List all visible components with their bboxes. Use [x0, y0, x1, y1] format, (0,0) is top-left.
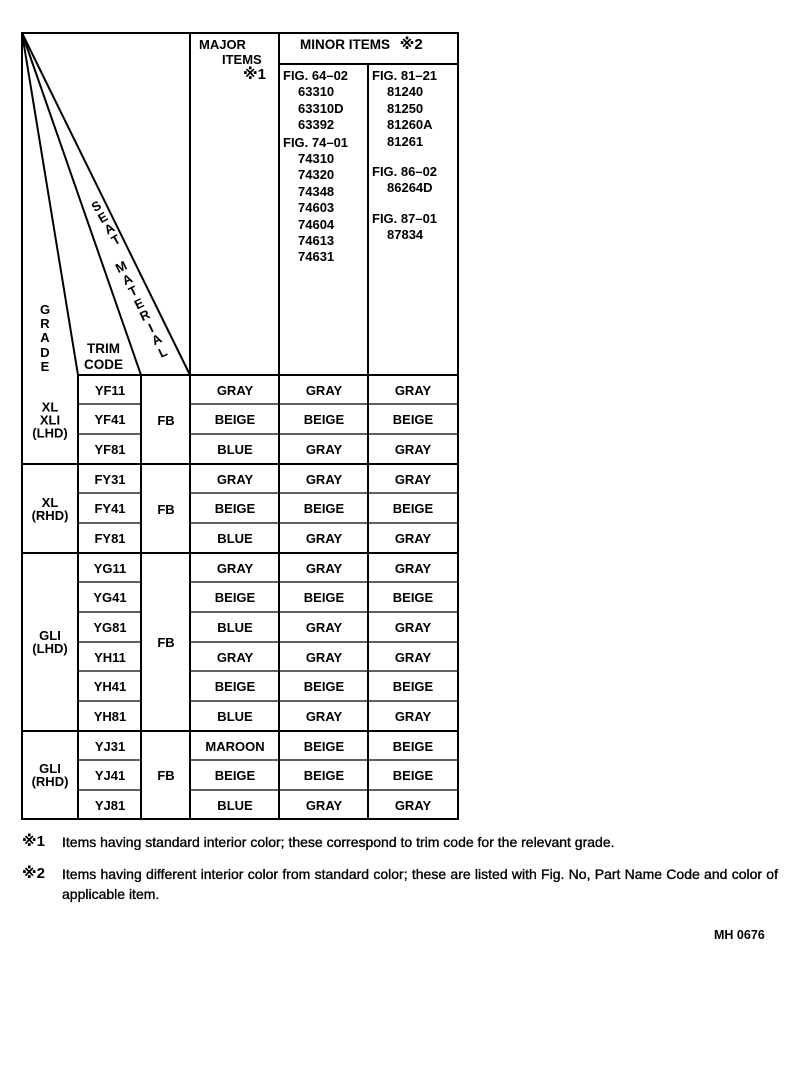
minor-items-col2-partlist — [372, 68, 437, 244]
fig-number: FIG. 74–01 — [283, 134, 349, 150]
minor-items-header — [300, 37, 423, 52]
footnote-1-mark: ※1 — [22, 833, 45, 850]
major-items-line1: MAJOR — [199, 37, 246, 52]
trim-code-cell: YF81 — [94, 442, 126, 457]
part-code: 81240 — [387, 84, 424, 100]
part-code: 86264D — [387, 180, 433, 196]
major-color-cell: BEIGE — [214, 590, 256, 605]
minor1-color-cell: GRAY — [305, 531, 343, 546]
minor2-color-cell: GRAY — [394, 560, 432, 576]
minor1-color-cell: BEIGE — [303, 590, 345, 605]
trim-code-line1: TRIM — [87, 341, 120, 356]
minor2-color-cell: GRAY — [394, 471, 432, 487]
footnote-1 — [22, 832, 782, 852]
seat-material-cell: FB — [157, 501, 175, 517]
minor1-color-cell: GRAY — [305, 797, 343, 813]
trim-code-cell: YF11 — [94, 382, 126, 398]
trim-code-cell: YG41 — [93, 590, 127, 605]
grade-label: G R A D E — [39, 302, 51, 374]
minor2-color-cell: BEIGE — [392, 679, 434, 694]
major-color-cell: GRAY — [216, 649, 254, 665]
minor1-color-cell: GRAY — [305, 442, 343, 457]
fig-number: FIG. 86–02 — [372, 164, 438, 180]
trim-code-cell: FY41 — [94, 501, 126, 516]
major-color-cell: BEIGE — [214, 501, 256, 516]
fig-number: FIG. 87–01 — [372, 210, 438, 226]
trim-code-cell: FY31 — [94, 471, 126, 487]
minor2-color-cell: GRAY — [394, 442, 432, 457]
reference-code: MH 0676 — [714, 928, 765, 942]
trim-code-cell: YG11 — [93, 560, 127, 576]
major-items-line2: ITEMS — [222, 52, 262, 67]
part-code: 63310 — [298, 84, 335, 100]
minor2-color-cell: BEIGE — [392, 501, 434, 516]
fig-number: FIG. 81–21 — [372, 68, 438, 83]
part-code: 74613 — [298, 233, 335, 249]
part-code: 63392 — [298, 117, 335, 133]
minor2-color-cell: BEIGE — [392, 412, 434, 427]
minor1-color-cell: GRAY — [305, 649, 343, 665]
trim-code-cell: YG81 — [93, 620, 127, 635]
part-code: 74631 — [298, 249, 335, 265]
grade-line: (RHD) — [31, 507, 69, 523]
minor1-color-cell: BEIGE — [303, 412, 345, 427]
minor2-color-cell: BEIGE — [392, 738, 434, 754]
part-code: 74310 — [298, 151, 335, 167]
minor-items-title: MINOR ITEMS — [300, 37, 390, 52]
minor2-color-cell: BEIGE — [392, 768, 434, 783]
trim-code-cell: YH11 — [94, 649, 126, 665]
part-code: 87834 — [387, 227, 424, 243]
trim-code-cell: YJ81 — [94, 797, 126, 813]
major-color-cell: BEIGE — [214, 412, 256, 427]
major-color-cell: BLUE — [217, 620, 253, 635]
minor2-color-cell: BEIGE — [392, 590, 434, 605]
minor1-color-cell: GRAY — [305, 471, 343, 487]
minor2-color-cell: GRAY — [394, 649, 432, 665]
trim-code-header — [84, 341, 123, 373]
major-items-mark: ※1 — [243, 66, 266, 83]
material-label: M A T E R I A L — [112, 257, 170, 361]
major-color-cell: BEIGE — [214, 768, 256, 783]
minor-items-col1-partlist — [283, 68, 348, 266]
footnote-2-text: Items having different interior color from standard color; these are listed with Fig. No, Part Name Code and color of applicable item. — [62, 866, 778, 902]
major-color-cell: MAROON — [205, 738, 265, 754]
part-code: 63310D — [298, 100, 344, 116]
grade-cell — [32, 496, 69, 522]
footnote-2 — [22, 864, 778, 904]
minor2-color-cell: GRAY — [394, 382, 432, 398]
major-color-cell: BLUE — [217, 797, 253, 813]
footnote-2-mark: ※2 — [22, 865, 45, 882]
minor2-color-cell: GRAY — [394, 620, 432, 635]
major-color-cell: BLUE — [217, 709, 253, 724]
major-color-cell: BLUE — [217, 531, 253, 546]
grade-cell — [32, 400, 67, 439]
trim-code-cell: YF41 — [94, 412, 126, 427]
fig-number: FIG. 64–02 — [283, 68, 349, 83]
trim-code-cell: YJ41 — [94, 768, 126, 783]
trim-code-cell: YH81 — [93, 709, 127, 724]
footnote-1-text: Items having standard interior color; these correspond to trim code for the relevant grade. — [62, 834, 615, 850]
part-code: 74603 — [298, 200, 335, 216]
minor1-color-cell: BEIGE — [303, 679, 345, 694]
grade-line: (RHD) — [31, 774, 69, 789]
grade-cell — [32, 762, 69, 788]
part-code: 74320 — [298, 167, 335, 183]
minor1-color-cell: BEIGE — [303, 768, 345, 783]
seat-material-cell: FB — [157, 768, 175, 783]
seat-material-cell: FB — [157, 635, 175, 650]
minor1-color-cell: BEIGE — [303, 501, 345, 516]
minor2-color-cell: GRAY — [394, 709, 432, 724]
trim-code-cell: FY81 — [94, 531, 126, 546]
grade-cell — [32, 629, 67, 655]
part-code: 81250 — [387, 100, 424, 116]
grade-line: XL — [41, 399, 59, 414]
major-items-header — [199, 37, 266, 82]
minor-items-mark: ※2 — [399, 36, 423, 53]
grade-line: GLI — [39, 628, 61, 643]
minor1-color-cell: GRAY — [305, 709, 343, 724]
grade-line: (LHD) — [32, 425, 68, 440]
part-code: 74348 — [298, 183, 335, 199]
part-code: 81260A — [387, 117, 433, 133]
grade-line: GLI — [39, 761, 61, 776]
trim-code-cell: YH41 — [93, 679, 127, 694]
seat-label: S E A T — [88, 197, 123, 249]
minor2-color-cell: GRAY — [394, 797, 432, 813]
minor1-color-cell: GRAY — [305, 560, 343, 576]
major-color-cell: GRAY — [216, 382, 254, 398]
major-color-cell: BLUE — [217, 442, 253, 457]
minor2-color-cell: GRAY — [394, 531, 432, 546]
minor1-color-cell: BEIGE — [303, 738, 345, 754]
grade-line: XL — [41, 494, 59, 510]
minor1-color-cell: GRAY — [305, 382, 343, 398]
part-code: 74604 — [298, 216, 335, 232]
part-code: 81261 — [387, 133, 424, 149]
grade-line: XLI — [39, 412, 61, 427]
trim-code-cell: YJ31 — [94, 738, 126, 754]
grade-line: (LHD) — [32, 641, 68, 656]
major-color-cell: BEIGE — [214, 679, 256, 694]
minor1-color-cell: GRAY — [305, 620, 343, 635]
major-color-cell: GRAY — [216, 560, 254, 576]
trim-code-line2: CODE — [84, 357, 124, 372]
seat-material-cell: FB — [157, 412, 175, 428]
major-color-cell: GRAY — [216, 471, 254, 487]
